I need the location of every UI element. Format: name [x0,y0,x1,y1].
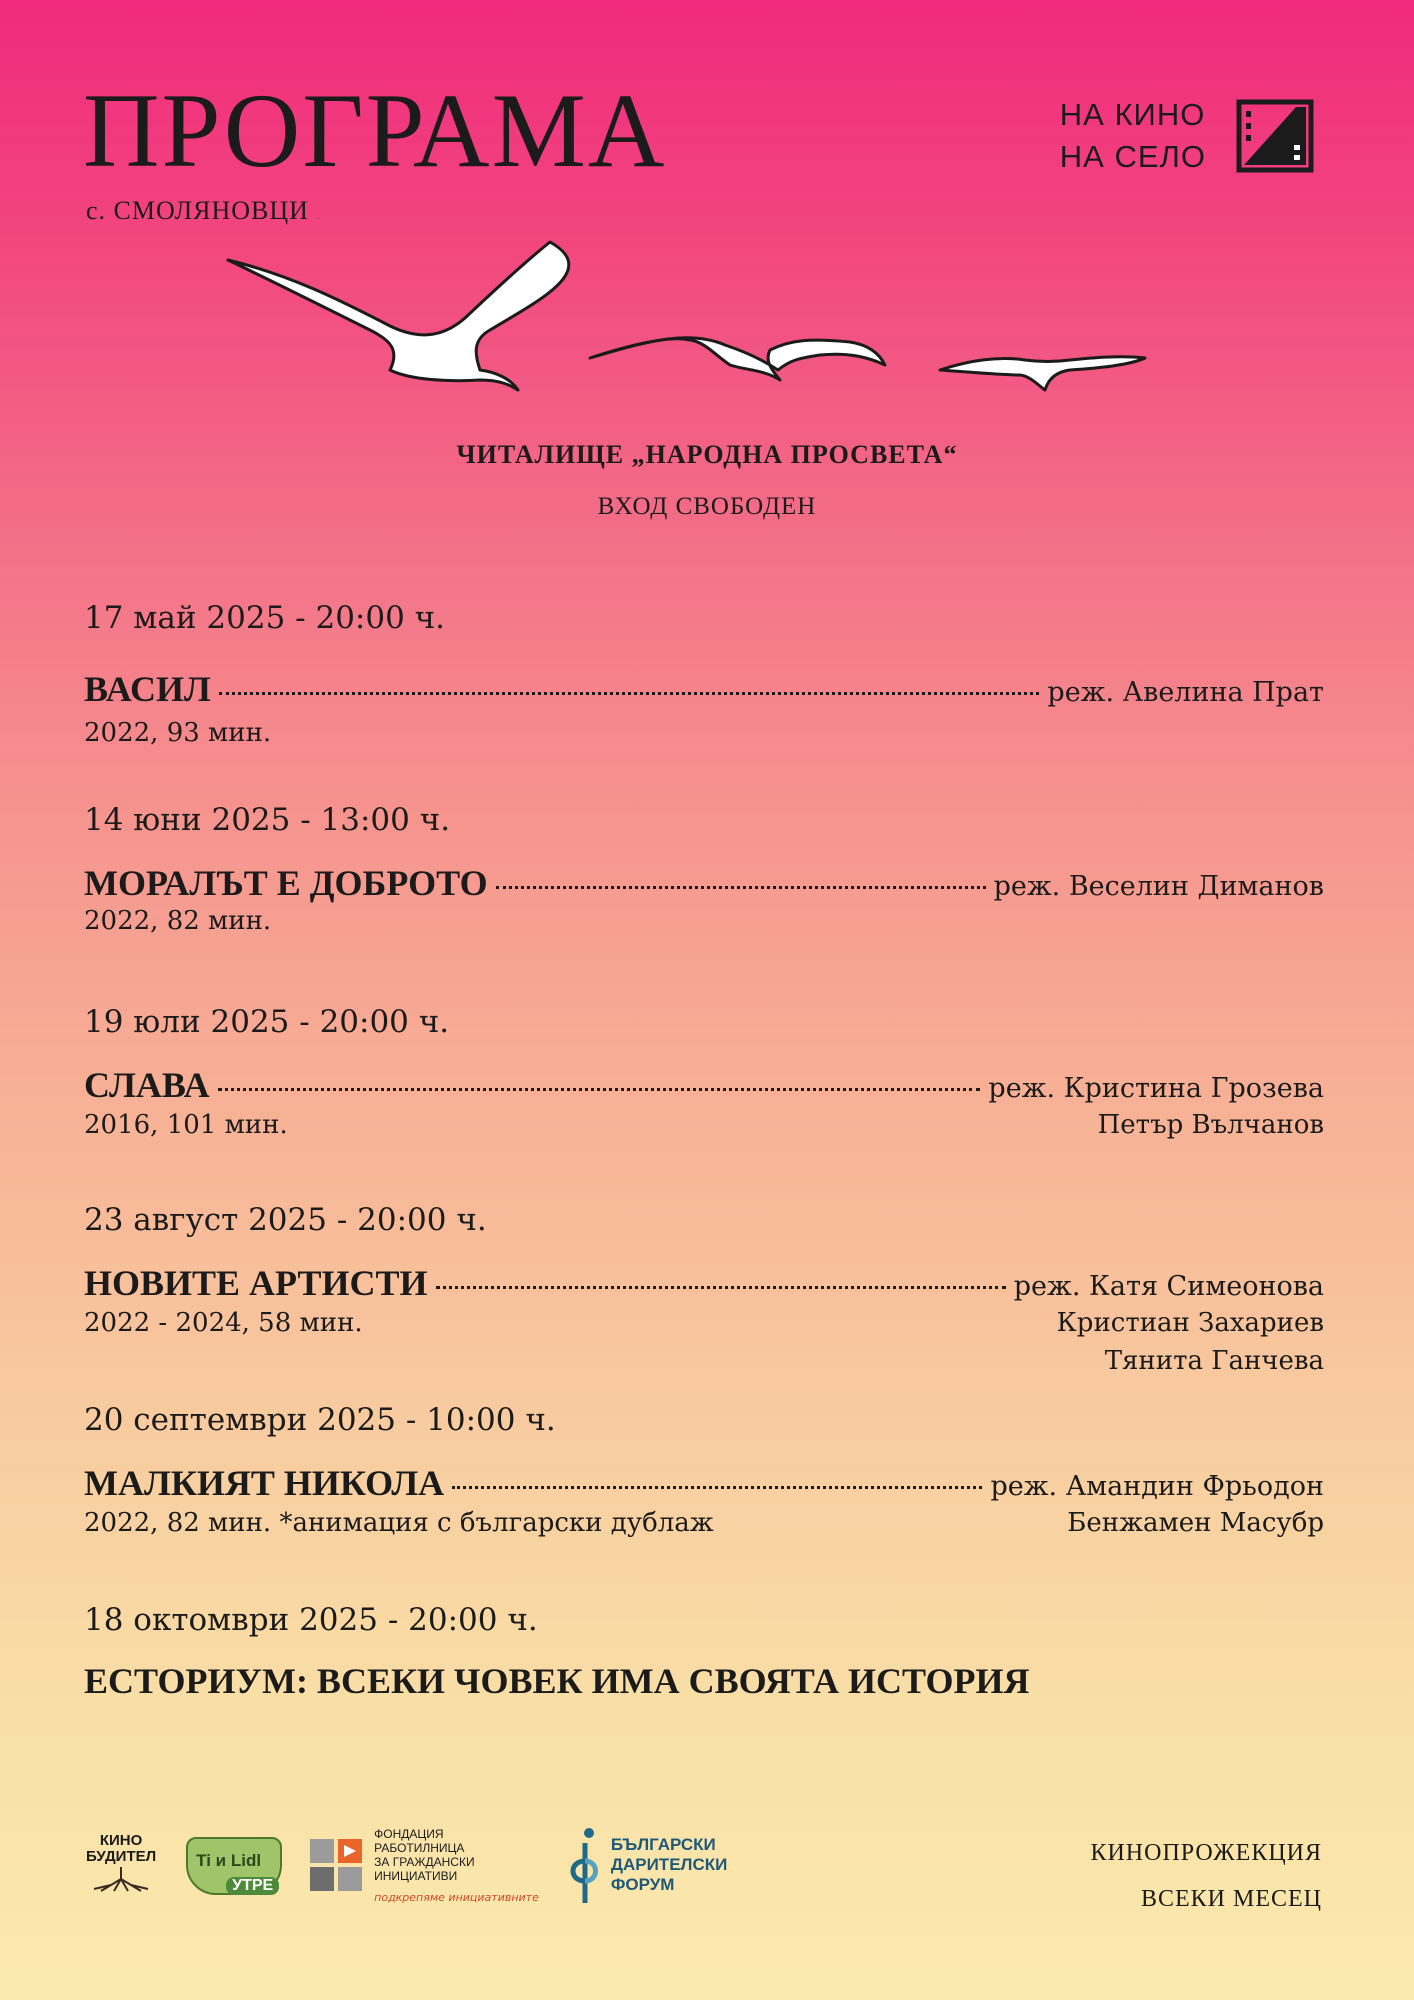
dot-leader [436,1286,1006,1289]
bird-1 [228,242,569,390]
dot-leader [496,886,986,889]
fri-squares-icon [308,1837,364,1893]
film-co-director: Петър Вълчанов [1097,1110,1324,1140]
event-date: 23 август 2025 - 20:00 ч. [84,1202,487,1238]
film-title: НОВИТЕ АРТИСТИ [84,1263,428,1303]
film-director: реж. Авелина Прат [1047,677,1324,708]
film-director: реж. Веселин Диманов [993,871,1324,902]
film-co-director: Кристиан Захариев [1056,1308,1324,1338]
film-strip-icon [1236,99,1314,173]
film-director: реж. Амандин Фрьодон [990,1471,1324,1502]
utre-text: УТРЕ [226,1877,279,1895]
fri-tagline: подкрепяме инициативните [374,1890,539,1904]
kino-line-1: КИНО [99,1832,143,1849]
tiilidl-logo [182,1825,282,1905]
event-4 [84,1202,1324,1376]
roots-icon [86,1865,156,1893]
fri-line-1: ФОНДАЦИЯ [374,1826,444,1841]
brand-line-1: НА КИНО [1059,97,1206,132]
tiilidl-text: Ti и Lidl [196,1851,262,1870]
film-title: СЛАВА [84,1065,210,1105]
bdf-f-icon [565,1825,605,1905]
film-title: ВАСИЛ [84,669,211,709]
kino-line-2: БУДИТЕЛ [86,1848,157,1865]
kino-buditel-logo [86,1833,156,1897]
dot-leader [218,1088,981,1091]
sponsor-logos [86,1825,727,1905]
event-date: 18 октомври 2025 - 20:00 ч. [84,1602,538,1638]
dot-leader [219,692,1040,695]
event-6 [84,1602,1324,1702]
page-title: ПРОГРАМА [83,72,667,189]
event-2 [84,802,1324,936]
film-title: МОРАЛЪТ Е ДОБРОТО [84,863,488,903]
event-5 [84,1402,1324,1538]
film-meta: 2022 - 2024, 58 мин. [84,1308,363,1338]
brand-line-2: НА СЕЛО [1059,139,1206,174]
footer-note [1090,1830,1322,1922]
footer-line-2: ВСЕКИ МЕСЕЦ [1140,1886,1322,1912]
entry-note: ВХОД СВОБОДЕН [597,493,817,520]
event-1 [84,600,1324,748]
bdf-line-1: БЪЛГАРСКИ [610,1835,716,1854]
film-title: ЕСТОРИУМ: ВСЕКИ ЧОВЕК ИМА СВОЯТА ИСТОРИЯ [84,1661,1030,1701]
event-3 [84,1004,1324,1140]
event-date: 19 юли 2025 - 20:00 ч. [84,1004,450,1040]
film-meta: 2022, 93 мин. [84,718,272,748]
bird-2 [590,338,885,380]
brand-logo [1060,94,1314,178]
film-meta: 2022, 82 мин. [84,906,272,936]
bdf-line-3: ФОРУМ [610,1875,675,1894]
dot-leader [452,1486,982,1489]
bdf-line-2: ДАРИТЕЛСКИ [610,1855,728,1874]
film-meta: 2016, 101 мин. [84,1110,288,1140]
film-title: МАЛКИЯТ НИКОЛА [84,1463,445,1503]
footer-line-1: КИНОПРОЖЕКЦИЯ [1090,1840,1322,1866]
village-name: с. СМОЛЯНОВЦИ [86,196,309,225]
event-date: 14 юни 2025 - 13:00 ч. [84,802,451,838]
film-co-director: Бенжамен Масубр [1067,1508,1324,1538]
film-meta: 2022, 82 мин. *анимация с български дублаж [84,1508,714,1538]
fri-line-2: РАБОТИЛНИЦА [374,1840,465,1855]
event-date: 17 май 2025 - 20:00 ч. [84,600,446,636]
fri-line-4: ИНИЦИАТИВИ [374,1868,458,1883]
fri-logo [308,1827,539,1904]
film-director: реж. Катя Симеонова [1013,1271,1324,1302]
event-date: 20 септември 2025 - 10:00 ч. [84,1402,556,1438]
bird-3 [940,357,1145,390]
bdf-logo [565,1825,727,1905]
birds-illustration [210,230,1150,400]
fri-line-3: ЗА ГРАЖДАНСКИ [374,1854,475,1869]
venue-name: ЧИТАЛИЩЕ „НАРОДНА ПРОСВЕТА“ [456,440,958,469]
film-director: реж. Кристина Грозева [988,1073,1324,1104]
film-co-director-2: Тянита Ганчева [1104,1346,1324,1376]
